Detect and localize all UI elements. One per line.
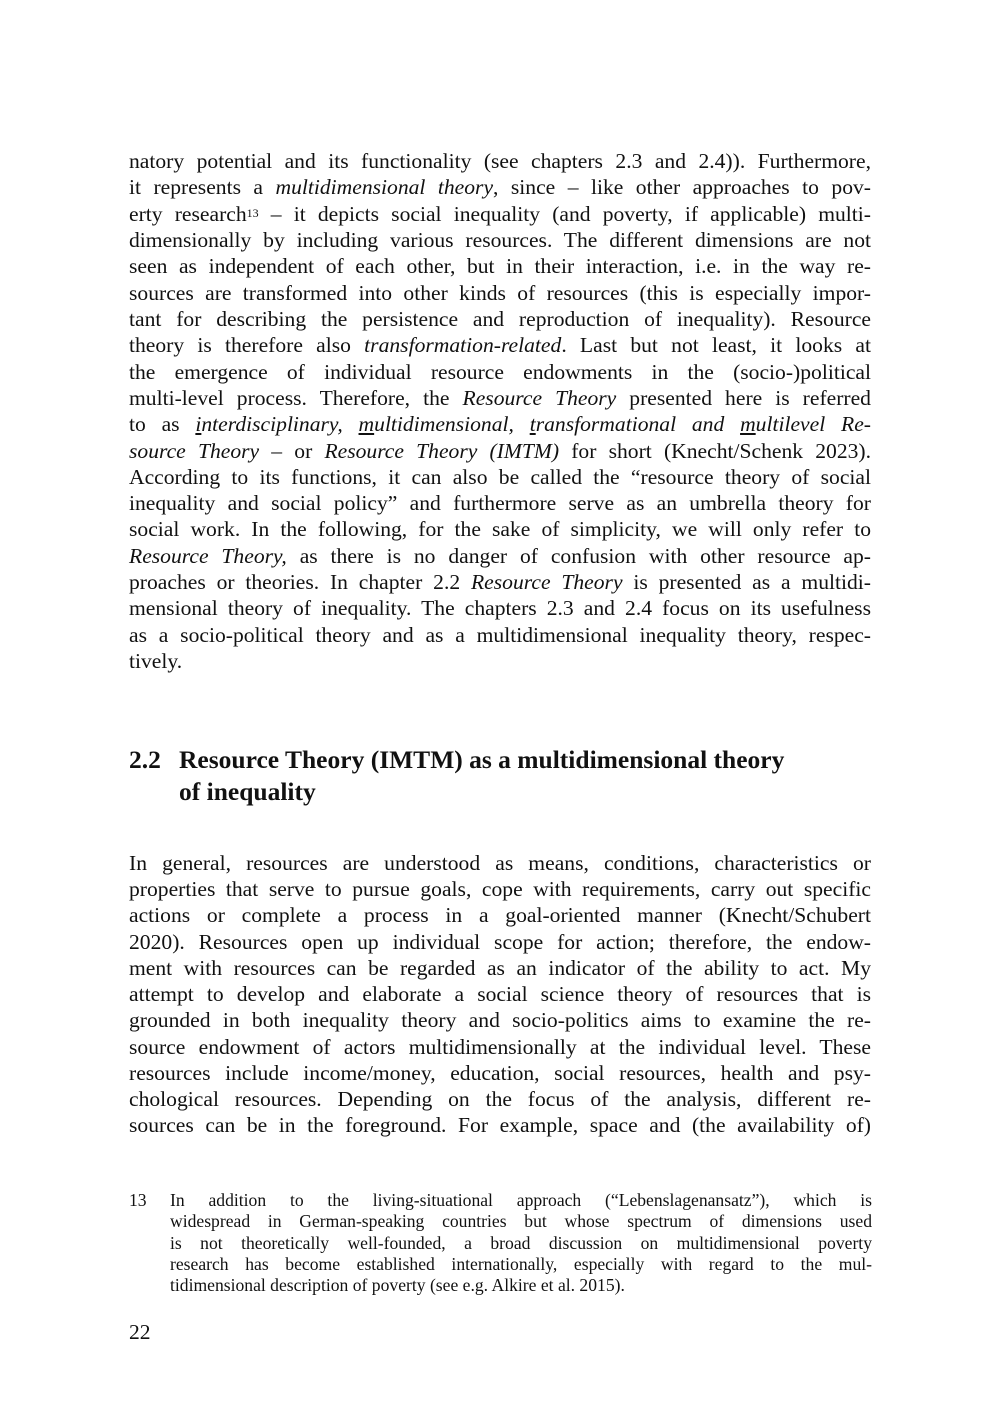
footnote-line: research has become established internationally, especially with regard to the mul- <box>170 1254 872 1274</box>
text-line: multi-level process. Therefore, the Resource Theory presented here is referred <box>129 386 871 410</box>
text-line: sources are transformed into other kinds of resources (this is especially impor- <box>129 281 871 305</box>
footnote-line: widespread in German-speaking countries but whose spectrum of dimensions used <box>170 1211 872 1231</box>
footnote-number: 13 <box>129 1190 147 1210</box>
text-line: social work. In the following, for the sake of simplicity, we will only refer to <box>129 517 871 541</box>
footnote-line: is not theoretically well-founded, a broad discussion on multidimensional poverty <box>170 1233 872 1253</box>
text-line: Resource Theory, as there is no danger of confusion with other resource ap- <box>129 544 871 568</box>
text-line: source Theory – or Resource Theory (IMTM) for short (Knecht/Schenk 2023). <box>129 439 872 463</box>
section-number: 2.2 <box>129 745 161 774</box>
text-line: to as interdisciplinary, multidimensional, transformational and multilevel Re- <box>129 412 871 436</box>
text-line: actions or complete a process in a goal-oriented manner (Knecht/Schubert <box>129 903 871 927</box>
text-line: source endowment of actors multidimensionally at the individual level. These <box>129 1035 871 1059</box>
section-title-line-2: of inequality <box>179 777 316 806</box>
text-line: natory potential and its functionality (see chapters 2.3 and 2.4)). Furthermore, <box>129 149 871 173</box>
text-line: it represents a multidimensional theory, since – like other approaches to pov- <box>129 175 871 199</box>
section-title-line-1: Resource Theory (IMTM) as a multidimensional theory <box>179 745 785 774</box>
text-line: properties that serve to pursue goals, cope with requirements, carry out specific <box>129 877 871 901</box>
page-number: 22 <box>129 1320 151 1344</box>
text-line: tively. <box>129 649 183 673</box>
text-line: tant for describing the persistence and reproduction of inequality). Resource <box>129 307 871 331</box>
text-line: resources include income/money, education, social resources, health and psy- <box>129 1061 871 1085</box>
text-line: dimensionally by including various resources. The different dimensions are not <box>129 228 871 252</box>
text-line: theory is therefore also transformation-related. Last but not least, it looks at <box>129 333 871 357</box>
text-line: In general, resources are understood as means, conditions, characteristics or <box>129 851 871 875</box>
text-line: sources can be in the foreground. For example, space and (the availability of) <box>129 1113 871 1137</box>
text-line: erty research$^{13}$ – it depicts social inequality (and poverty, if applicable) multi- <box>129 202 871 226</box>
text-line: the emergence of individual resource endowments in the (socio-)political <box>129 360 871 384</box>
text-line: inequality and social policy” and furthermore serve as an umbrella theory for <box>129 491 871 515</box>
text-line: 2020). Resources open up individual scope for action; therefore, the endow- <box>129 930 871 954</box>
footnote-line: tidimensional description of poverty (see e.g. Alkire et al. 2015). <box>170 1275 625 1295</box>
text-line: attempt to develop and elaborate a social science theory of resources that is <box>129 982 871 1006</box>
text-line: proaches or theories. In chapter 2.2 Resource Theory is presented as a multidi- <box>129 570 871 594</box>
footnote-ref-13[interactable]: 13 <box>246 206 259 220</box>
text-line: ment with resources can be regarded as an indicator of the ability to act. My <box>129 956 871 980</box>
text-line: mensional theory of inequality. The chapters 2.3 and 2.4 focus on its usefulness <box>129 596 871 620</box>
footnote-line: In addition to the living-situational approach (“Lebenslagenansatz”), which is <box>170 1190 872 1210</box>
text-line: chological resources. Depending on the focus of the analysis, different re- <box>129 1087 871 1111</box>
text-line: as a socio-political theory and as a multidimensional inequality theory, respec- <box>129 623 871 647</box>
text-line: grounded in both inequality theory and socio-politics aims to examine the re- <box>129 1008 871 1032</box>
text-line: According to its functions, it can also be called the “resource theory of social <box>129 465 871 489</box>
text-line: seen as independent of each other, but in their interaction, i.e. in the way re- <box>129 254 871 278</box>
